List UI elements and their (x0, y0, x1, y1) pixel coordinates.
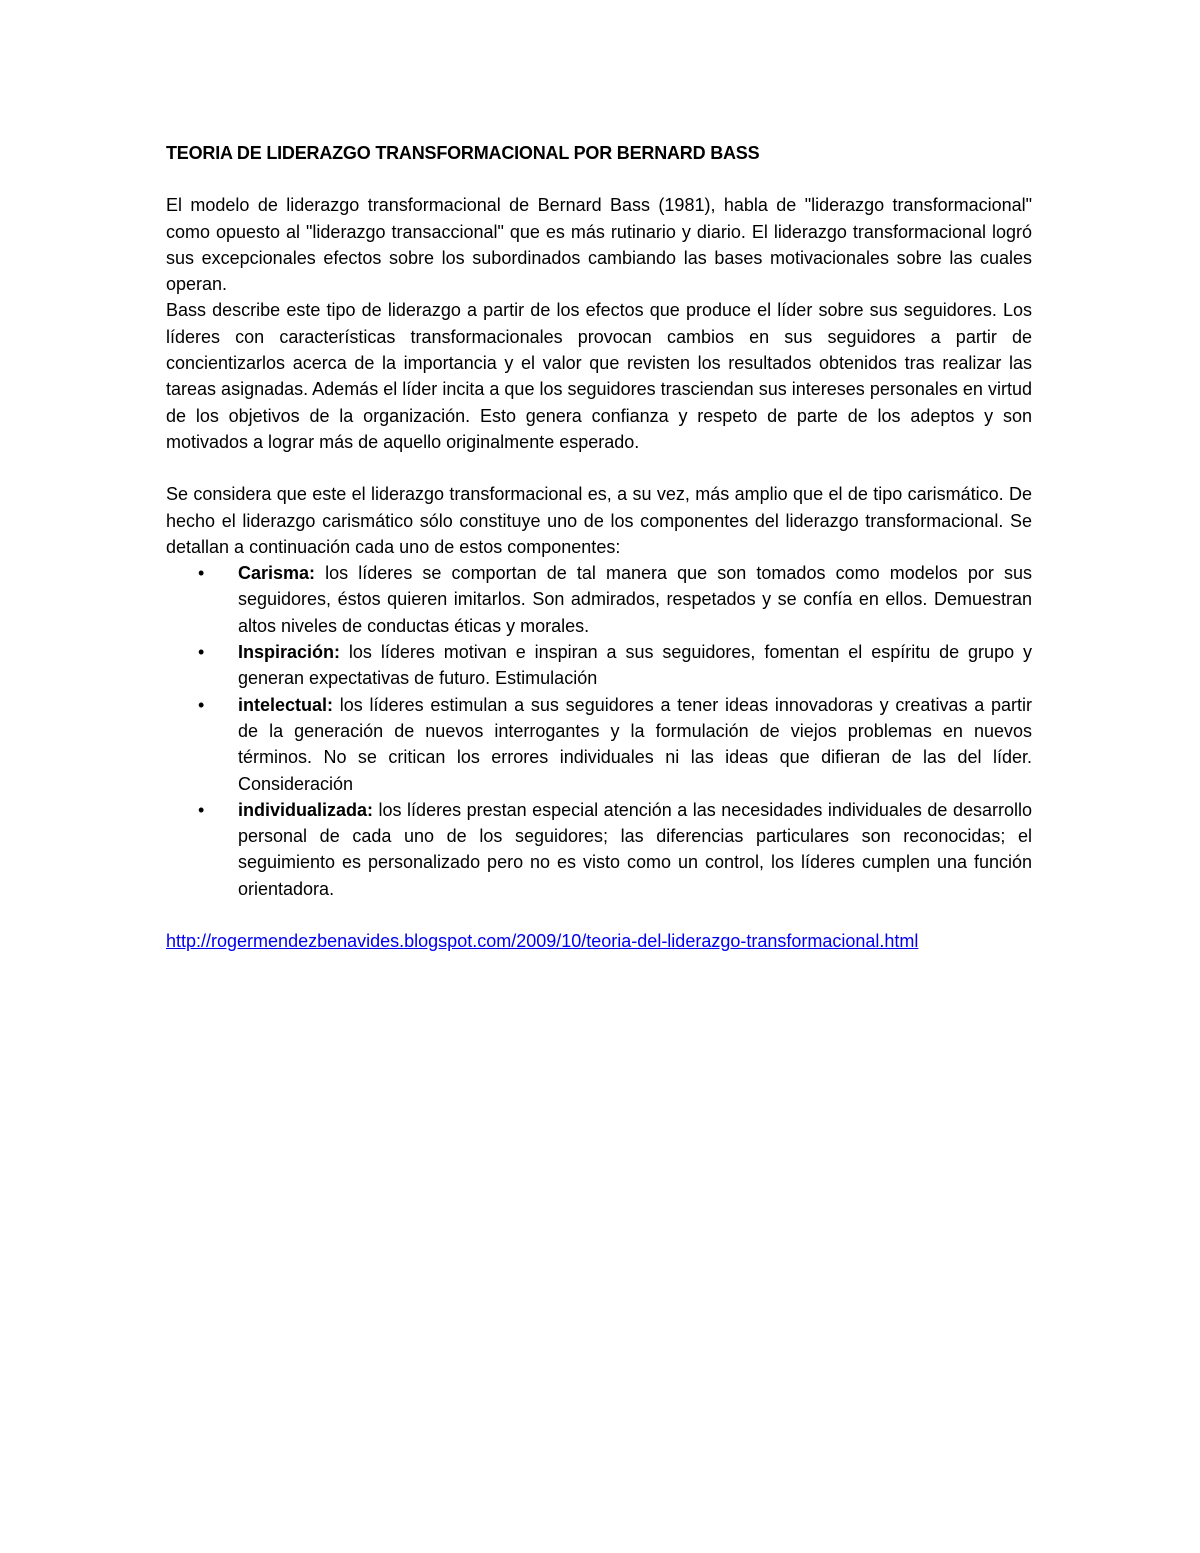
list-item-carisma (166, 560, 1032, 639)
component-term: intelectual: (238, 694, 334, 715)
component-term: Carisma: (238, 563, 316, 584)
component-term: Inspiración: (238, 642, 341, 663)
list-item-inspiracion (166, 639, 1032, 692)
component-text: los líderes estimulan a sus seguidores a tener ideas innovadoras y creativas a partir de la generación de nuevos interrogantes y la formulación de viejos problemas en nuevos términos. No se critican los errores individuales ni las ideas que difieran de las del líder. Consideración (238, 694, 1032, 794)
bullet-icon: • (198, 563, 205, 584)
bullet-icon: • (198, 694, 205, 715)
components-list (166, 560, 1032, 902)
list-item-intelectual (166, 692, 1032, 797)
component-text: los líderes prestan especial atención a las necesidades individuales de desarrollo personal de cada uno de los seguidores; las diferencias particulares son reconocidas; el seguimiento es personalizado pero no es visto como un control, los líderes cumplen una función orientadora. (238, 799, 1032, 899)
component-text: los líderes se comportan de tal manera que son tomados como modelos por sus seguidores, éstos quieren imitarlos. Son admirados, respetados y se confía en ellos. Demuestran altos niveles de conductas éticas y morales. (238, 563, 1032, 636)
document-page (166, 140, 1032, 954)
document-title: TEORIA DE LIDERAZGO TRANSFORMACIONAL POR BERNARD BASS (166, 143, 760, 163)
source-link[interactable]: http://rogermendezbenavides.blogspot.com/2009/10/teoria-del-liderazgo-transformacional.html (166, 931, 919, 952)
list-item-individualizada (166, 797, 1032, 902)
paragraph-gap (166, 455, 1032, 481)
paragraph-bass-description: Bass describe este tipo de liderazgo a partir de los efectos que produce el líder sobre sus seguidores. Los líderes con características transformacionales provocan cambios en sus seguidores a partir de concientizarlos acerca de la importancia y el valor que revisten los resultados obtenidos tras realizar las tareas asignadas. Además el líder incita a que los seguidores trasciendan sus intereses personales en virtud de los objetivos de la organización. Esto genera confianza y respeto de parte de los adeptos y son motivados a lograr más de aquello originalmente esperado. (166, 300, 1032, 452)
source-link-row (166, 928, 1032, 954)
paragraph-intro: El modelo de liderazgo transformacional de Bernard Bass (1981), habla de "liderazgo transformacional" como opuesto al "liderazgo transaccional" que es más rutinario y diario. El liderazgo transformacional logró sus excepcionales efectos sobre los subordinados cambiando las bases motivacionales sobre las cuales operan. (166, 195, 1032, 295)
component-term: individualizada: (238, 799, 374, 820)
component-text: los líderes motivan e inspiran a sus seguidores, fomentan el espíritu de grupo y generan expectativas de futuro. Estimulación (238, 642, 1032, 689)
paragraph-components-intro: Se considera que este el liderazgo transformacional es, a su vez, más amplio que el de tipo carismático. De hecho el liderazgo carismático sólo constituye uno de los componentes del liderazgo transformacional. Se detallan a continuación cada uno de estos componentes: (166, 484, 1032, 557)
bullet-icon: • (198, 799, 205, 820)
bullet-icon: • (198, 642, 205, 663)
